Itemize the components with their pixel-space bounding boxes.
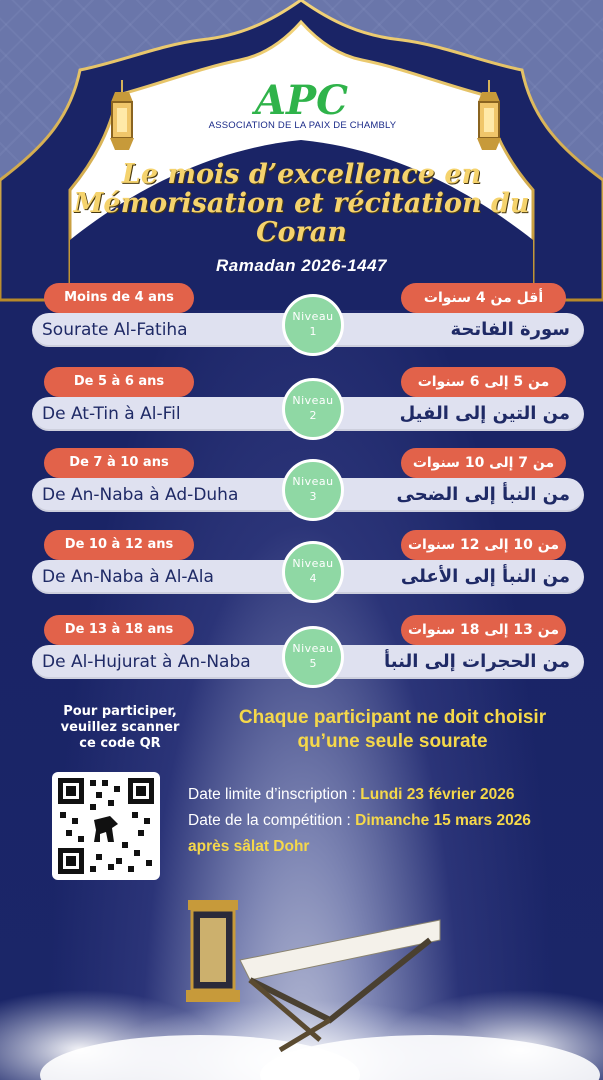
page-title: Le mois d’excellence en Mémorisation et récitation du Coran <box>73 159 530 248</box>
level-badge-word: Niveau <box>292 475 334 488</box>
surah-range-ar: سورة الفاتحة <box>450 319 570 340</box>
surah-range-ar: من النبأ إلى الضحى <box>396 484 570 505</box>
level-badge-number: 5 <box>309 657 317 670</box>
deadline-label: Date limite d’inscription : <box>188 786 361 803</box>
qr-code[interactable] <box>52 772 160 880</box>
surah-range-ar: من الحجرات إلى النبأ <box>384 651 570 672</box>
age-pill-ar: من 5 إلى 6 سنوات <box>401 367 566 397</box>
competition-label: Date de la compétition : <box>188 812 356 829</box>
subtitle: Ramadan 2026-1447 <box>215 256 388 275</box>
age-pill-fr: Moins de 4 ans <box>44 283 194 313</box>
level-badge-number: 4 <box>309 572 317 585</box>
age-pill-ar: من 10 إلى 12 سنوات <box>401 530 566 560</box>
surah-range-ar: من النبأ إلى الأعلى <box>400 566 570 587</box>
level-row <box>0 283 603 363</box>
age-pill-fr: De 5 à 6 ans <box>44 367 194 397</box>
surah-range-ar: من التين إلى الفيل <box>399 403 570 424</box>
qr-caption-line: veuillez scanner <box>60 720 180 735</box>
level-badge-number: 3 <box>309 490 317 503</box>
lantern-icon <box>105 80 139 160</box>
note-line: Chaque participant ne doit choisir <box>238 707 547 728</box>
age-pill-fr: De 7 à 10 ans <box>44 448 194 478</box>
qr-code-pattern <box>52 772 160 880</box>
level-row <box>0 448 603 528</box>
level-badge <box>282 626 344 688</box>
apc-logo-mark <box>205 72 400 122</box>
level-badge <box>282 294 344 356</box>
age-pill-fr: De 13 à 18 ans <box>44 615 194 645</box>
level-row <box>0 367 603 447</box>
lantern-icon <box>186 900 240 1002</box>
level-badge-number: 1 <box>309 325 317 338</box>
svg-text:APC: APC <box>255 77 348 122</box>
competition-line <box>188 808 588 834</box>
level-row <box>0 615 603 695</box>
level-badge-word: Niveau <box>292 557 334 570</box>
level-badge <box>282 459 344 521</box>
age-pill-ar: من 7 إلى 10 سنوات <box>401 448 566 478</box>
qr-caption-line: Pour participer, <box>63 704 177 719</box>
note-line: qu’une seule sourate <box>297 731 488 752</box>
age-pill-ar: من 13 إلى 18 سنوات <box>401 615 566 645</box>
surah-range-fr: De An-Naba à Ad-Duha <box>42 485 239 505</box>
age-pill-fr: De 10 à 12 ans <box>44 530 194 560</box>
age-pill-ar: أقل من 4 سنوات <box>401 283 566 313</box>
level-badge <box>282 378 344 440</box>
association-name: ASSOCIATION DE LA PAIX DE CHAMBLY <box>208 120 397 131</box>
level-badge <box>282 541 344 603</box>
level-badge-number: 2 <box>309 409 317 422</box>
deadline-line <box>188 782 588 808</box>
surah-range-fr: De An-Naba à Al-Ala <box>42 567 214 587</box>
surah-range-fr: De At-Tin à Al-Fil <box>42 404 181 424</box>
level-badge-word: Niveau <box>292 394 334 407</box>
level-row <box>0 530 603 610</box>
level-badge-word: Niveau <box>292 642 334 655</box>
participant-note <box>200 706 585 754</box>
qr-caption-line: ce code QR <box>79 736 161 751</box>
lantern-icon <box>472 80 506 160</box>
deadline-value: Lundi 23 février 2026 <box>360 786 515 803</box>
qr-caption <box>30 704 210 752</box>
level-badge-word: Niveau <box>292 310 334 323</box>
surah-range-fr: Sourate Al-Fatiha <box>42 320 188 340</box>
dates-block <box>188 782 588 860</box>
surah-range-fr: De Al-Hujurat à An-Naba <box>42 652 251 672</box>
after-prayer-note: après sâlat Dohr <box>188 838 310 855</box>
clouds-illustration <box>0 900 603 1080</box>
competition-value: Dimanche 15 mars 2026 <box>355 812 531 829</box>
association-logo <box>205 72 400 142</box>
